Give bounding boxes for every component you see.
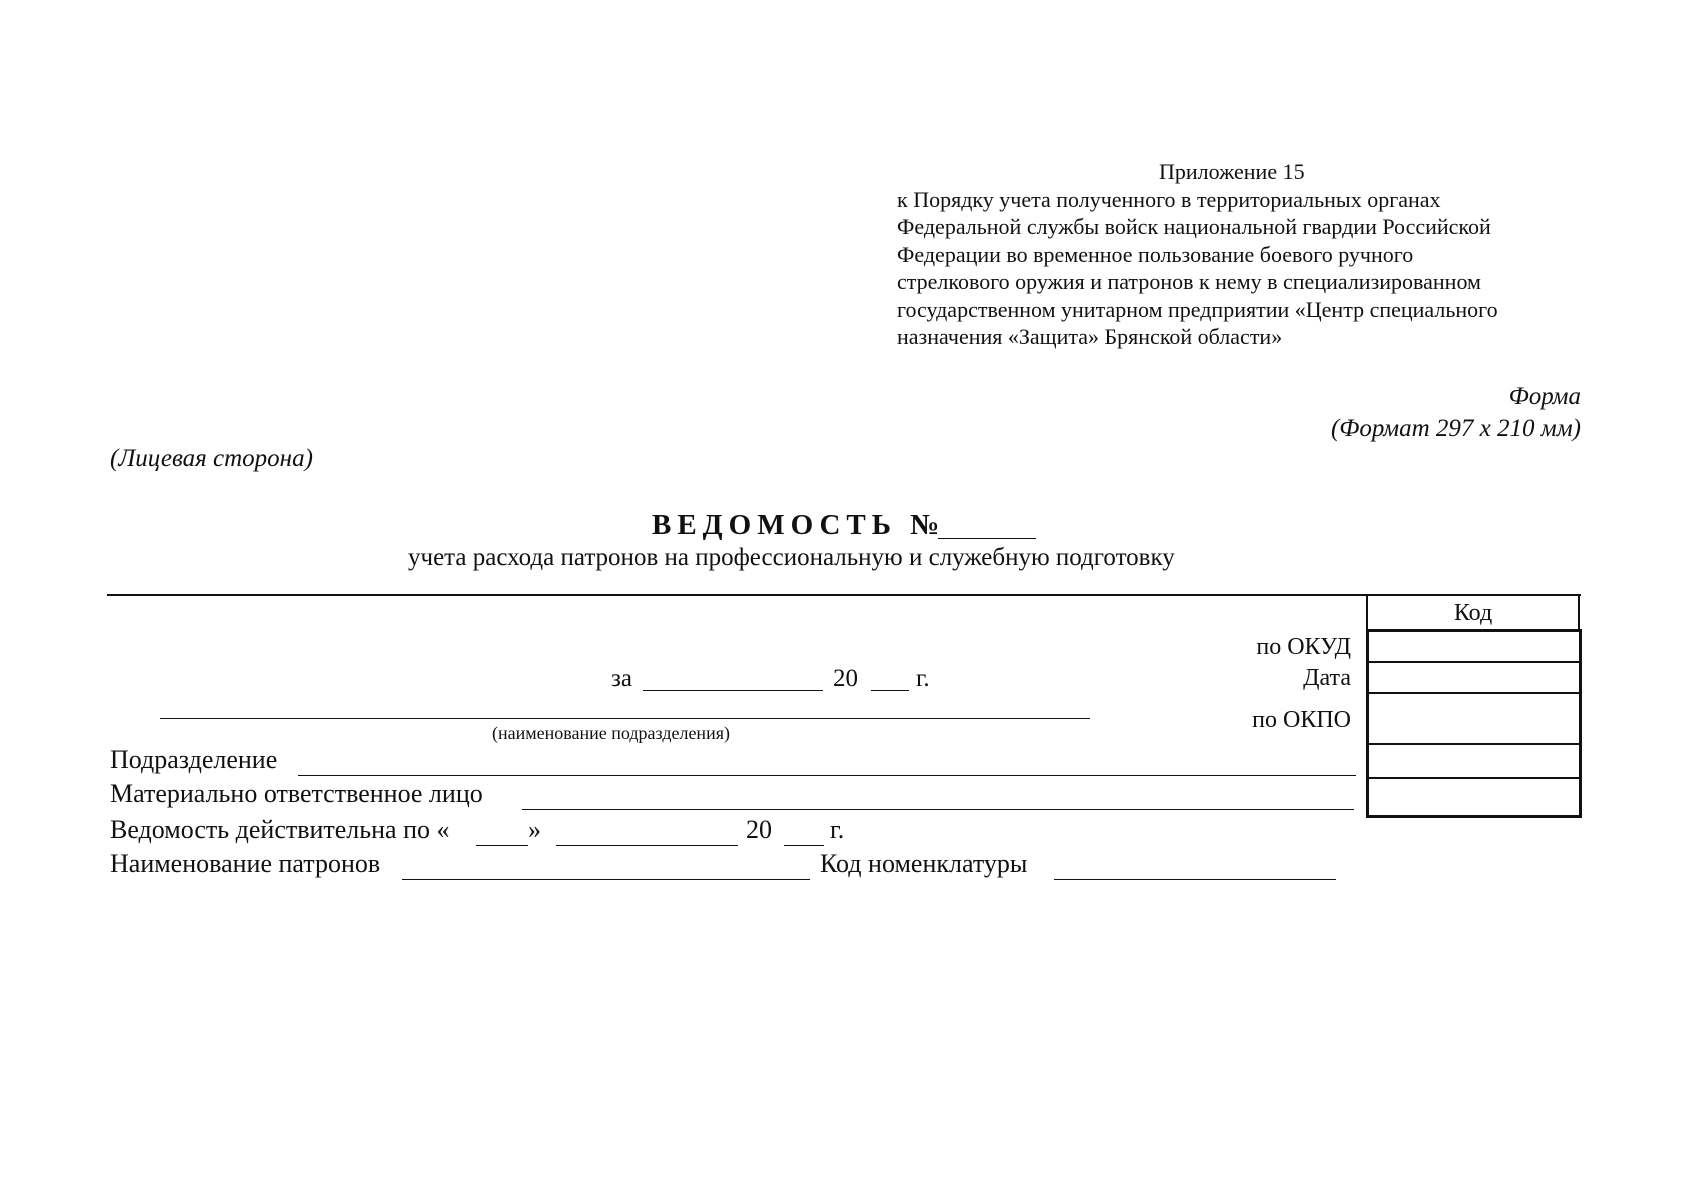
valid-year: 20 — [746, 815, 772, 844]
period-year-blank[interactable] — [871, 690, 909, 691]
nomenclature-label: Код номенклатуры — [820, 849, 1028, 878]
division-code-cell[interactable] — [1369, 745, 1577, 777]
valid-quote-close: » — [528, 815, 541, 844]
okud-code-cell[interactable] — [1369, 632, 1577, 661]
division-label: Подразделение — [110, 745, 278, 774]
document-title: ВЕДОМОСТЬ № — [652, 509, 946, 541]
valid-suffix: г. — [830, 815, 845, 844]
appendix-line: стрелкового оружия и патронов к нему в специализированном — [897, 269, 1481, 294]
okpo-label: по ОКПО — [1252, 707, 1351, 733]
cartridges-blank[interactable] — [402, 879, 810, 880]
appendix-title: Приложение 15 — [1159, 159, 1305, 184]
appendix-line: назначения «Защита» Брянской области» — [897, 324, 1283, 349]
appendix-line: Федеральной службы войск национальной гвардии Российской — [897, 214, 1491, 239]
format-label: (Формат 297 x 210 мм) — [1330, 415, 1581, 442]
period-year: 20 — [833, 665, 858, 692]
valid-label: Ведомость действительна по « — [110, 815, 450, 844]
valid-day-blank[interactable] — [476, 845, 528, 846]
side-label: (Лицевая сторона) — [110, 445, 313, 472]
document-subtitle: учета расхода патронов на профессиональную и служебную подготовку — [408, 544, 1175, 571]
unit-name-blank[interactable] — [160, 718, 1090, 719]
date-label: Дата — [1303, 665, 1351, 691]
appendix-line: Федерации во временное пользование боевого ручного — [897, 241, 1414, 267]
responsible-blank[interactable] — [522, 809, 1354, 810]
date-code-cell[interactable] — [1369, 663, 1577, 692]
appendix-line: к Порядку учета полученного в территориальных органах — [897, 186, 1441, 212]
title-number-blank[interactable] — [938, 538, 1036, 539]
header-separator — [107, 594, 1581, 596]
nomenclature-blank[interactable] — [1054, 879, 1336, 880]
period-prefix: за — [611, 665, 632, 692]
cartridges-label: Наименование патронов — [110, 849, 381, 878]
code-header: Код — [1453, 600, 1493, 626]
division-blank[interactable] — [298, 775, 1356, 776]
appendix-line: государственном унитарном предприятии «Центр специального — [897, 296, 1498, 322]
okud-label: по ОКУД — [1256, 634, 1351, 660]
okpo-code-cell[interactable] — [1369, 694, 1577, 743]
form-label: Форма — [1508, 383, 1581, 410]
period-suffix: г. — [916, 665, 930, 692]
unit-name-caption: (наименование подразделения) — [492, 723, 730, 743]
valid-year-blank[interactable] — [784, 845, 824, 846]
responsible-label: Материально ответственное лицо — [110, 779, 483, 808]
period-blank[interactable] — [643, 690, 823, 691]
valid-month-blank[interactable] — [556, 845, 738, 846]
appendix-block — [897, 158, 1498, 351]
responsible-code-cell[interactable] — [1369, 779, 1577, 811]
